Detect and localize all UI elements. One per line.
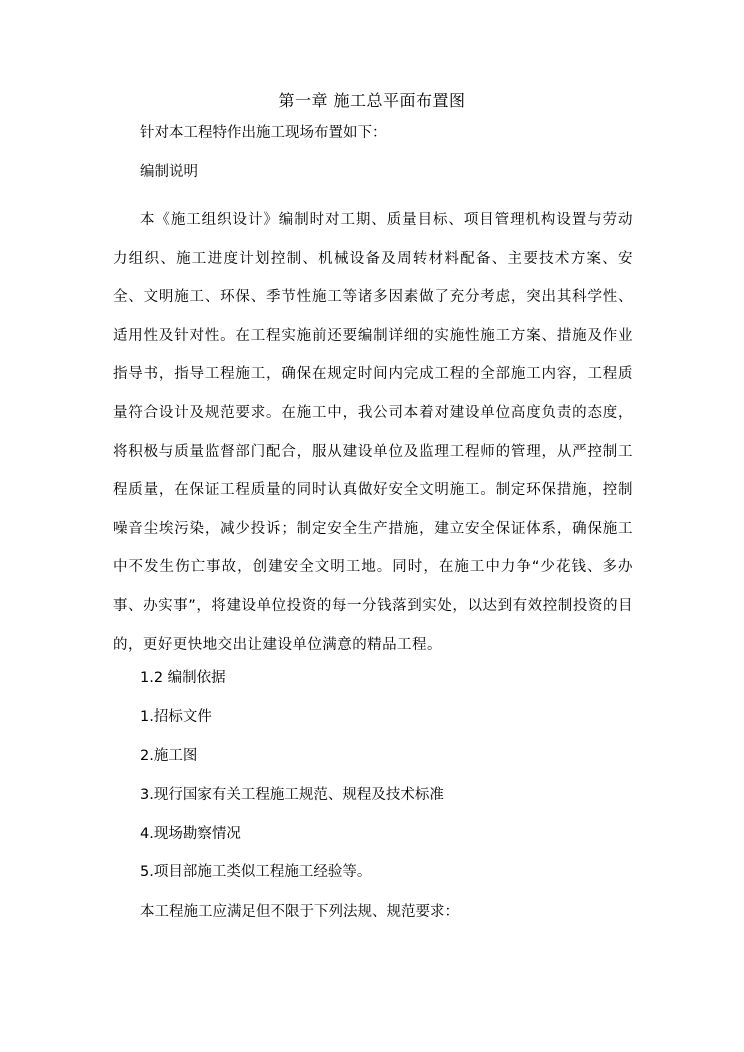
basis-item-1: 1.招标文件 bbox=[140, 709, 212, 725]
basis-item-3: 3.现行国家有关工程施工规范、规程及技术标准 bbox=[140, 787, 444, 803]
chapter-title: 第一章 施工总平面布置图 bbox=[278, 91, 466, 110]
description-paragraph: 本《施工组织设计》编制时对工期、质量目标、项目管理机构设置与劳动力组织、施工进度计划控制、机械设备及周转材料配备、主要技术方案、安全、文明施工、环保、季节性施工等诸多因素做了充分考虑，突出其科学性、适用性及针对性。在工程实施前还要编制详细的实施性施工方案、措施及作业指导书，指导工程施工，确保在规定时间内完成工程的全部施工内容，工程质量符合设计及规范要求。在施工中，我公司本着对建设单位高度负责的态度，将积极与质量监督部门配合，服从建设单位及监理工程师的管理，从严控制工程质量，在保证工程质量的同时认真做好安全文明施工。制定环保措施，控制噪音尘埃污染，减少投诉；制定安全生产措施，建立安全保证体系，确保施工中不发生伤亡事故，创建安全文明工地。同时，在施工中力争“少花钱、多办事、办实事”，将建设单位投资的每一分钱落到实处，以达到有效控制投资的目的，更好更快地交出让建设单位满意的精品工程。 bbox=[113, 212, 633, 653]
basis-item-2: 2.施工图 bbox=[140, 748, 198, 764]
section-heading: 编制说明 bbox=[140, 164, 198, 180]
intro-line: 针对本工程特作出施工现场布置如下： bbox=[140, 125, 387, 141]
basis-item-4: 4.现场勘察情况 bbox=[140, 826, 241, 842]
basis-heading: 1.2 编制依据 bbox=[140, 670, 226, 686]
basis-item-5: 5.项目部施工类似工程施工经验等。 bbox=[140, 864, 372, 880]
closing-line: 本工程施工应满足但不限于下列法规、规范要求： bbox=[140, 904, 459, 920]
